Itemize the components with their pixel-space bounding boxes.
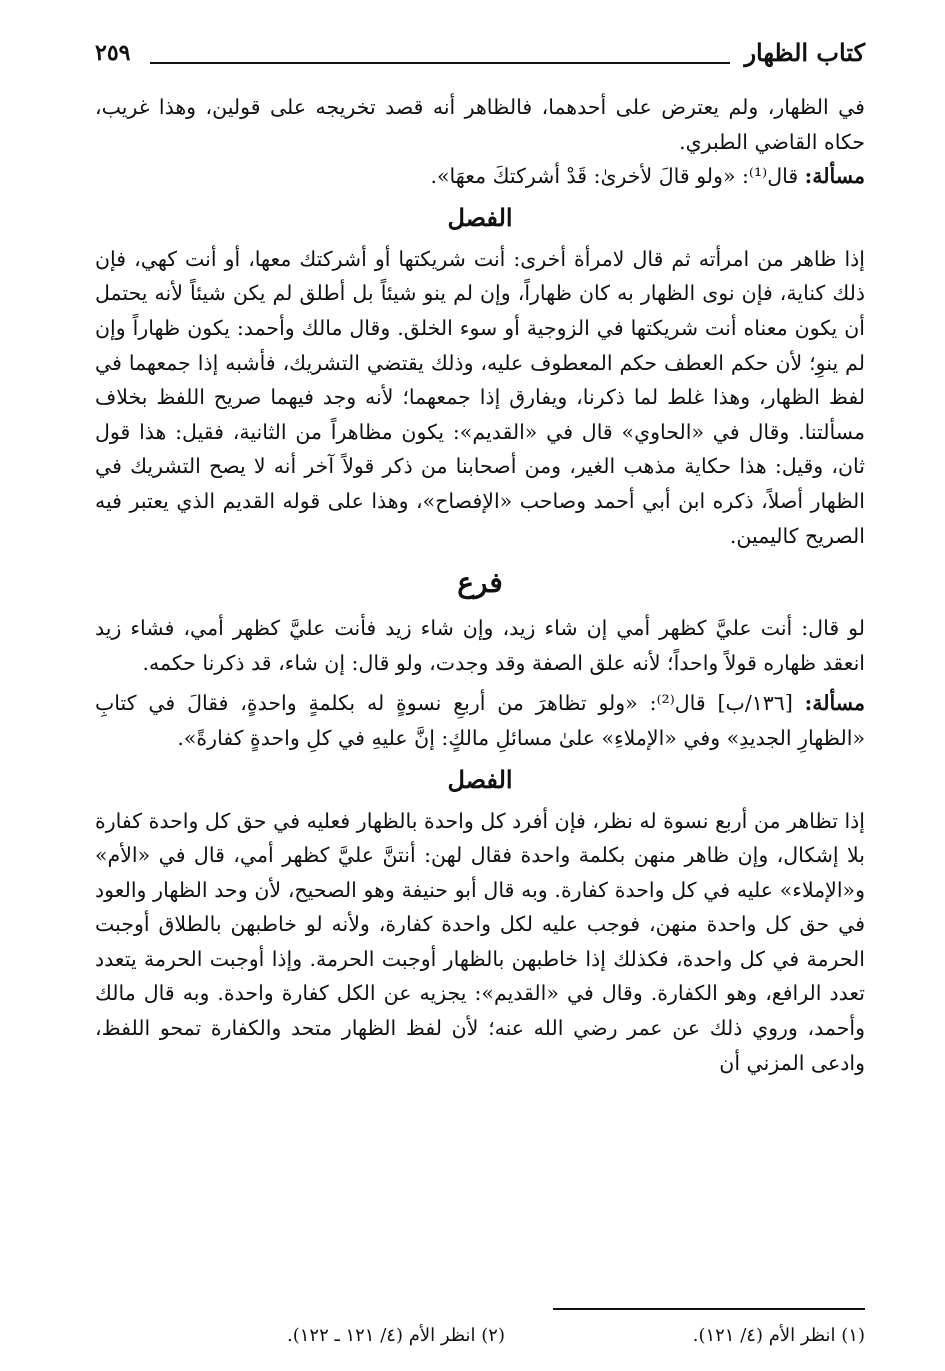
footnote-rule (553, 1308, 865, 1310)
masala-paragraph (95, 159, 865, 194)
masala-label: مسألة: (804, 691, 865, 716)
masala-label: مسألة: (804, 164, 865, 189)
footnote-1: (١) انظر الأم (٤/ ١٢١). (692, 1325, 865, 1346)
paragraph: في الظهار، ولم يعترض على أحدهما، فالظاهر أنه قصد تخريجه على قولين، وهذا غريب، حكاه القاضي الطبري. (95, 95, 865, 154)
page-number: ٢٥٩ (95, 40, 131, 66)
masala-text: قال⁽¹⁾: «ولو قالَ لأخرىٰ: قَدْ أشركتكَ معهَا». (430, 164, 805, 189)
paragraph: إذا ظاهر من امرأته ثم قال لامرأة أخرى: أنت شريكتها أو أشركتك معها، أو أنت كهي، فإن ذلك كناية، فإن نوى الظهار به كان ظهاراً، وإن لم ينو شيئاً بل أطلق لم يكن شيئاً لأنه يحتمل أن يكون معناه أنت شريكتها في الزوجية أو سوء الخلق. وقال مالك وأحمد: يكون ظهاراً وإن لم ينوِ؛ لأن حكم العطف حكم المعطوف عليه، وذلك يقتضي التشريك، فأشبه إذا جمعهما في لفظ الظهار، وهذا غلط لما ذكرنا، ويفارق إذا جمعهما؛ لأنه وجد فيهما صريح اللفظ بخلاف مسألتنا. وقال في «الحاوي» قال في «القديم»: يكون مظاهراً من الثانية، فقيل: هذا قول ثان، وقيل: هذا حكاية مذهب الغير، ومن أصحابنا من ذكر قولاً آخر أنه لا يصح التشريك في الظهار أصلاً، ذكره ابن أبي أحمد وصاحب «الإفصاح»، وهذا على قوله القديم الذي يعتبر فيه الصريح كاليمين. (95, 246, 865, 548)
section-heading: الفصل (447, 764, 513, 794)
running-title: كتاب الظهار (744, 38, 865, 67)
paragraph: لو قال: أنت عليَّ كظهر أمي إن شاء زيد، وإن شاء زيد فأنت عليَّ كظهر أمي، فشاء زيد انعقد ظهاره قولاً واحداً؛ لأنه علق الصفة وقد وجدت، ولو قال: إن شاء، قد ذكرنا حكمه. (95, 616, 865, 675)
section-heading: الفصل (447, 202, 513, 232)
masala-paragraph (95, 686, 865, 755)
masala-text: [١٣٦/ب] قال⁽²⁾: «ولو تظاهرَ من أربعِ نسوةٍ له بكلمةٍ واحدةٍ، فقالَ في كتابِ «الظهارِ الجديدِ» وفي «الإملاءِ» علىٰ مسائلِ مالكٍ: إنَّ عليهِ في كلِ واحدةٍ كفارةً». (95, 691, 865, 750)
branch-heading: فرع (457, 566, 503, 600)
header-rule (150, 62, 730, 64)
paragraph: إذا تظاهر من أربع نسوة له نظر، فإن أفرد كل واحدة بالظهار فعليه في حق كل واحدة كفارة بلا إشكال، وإن ظاهر منهن بكلمة واحدة فقال لهن: أنتنَّ عليَّ كظهر أمي، قال في «الأم» و«الإملاء» عليه في كل واحدة كفارة. وبه قال أبو حنيفة وهو الصحيح، لأن وحد الظهار والعود في حق كل واحدة منهن، فوجب عليه لكل واحدة كفارة، ولأنه لو خاطبهن بالطلاق أوجبت الحرمة في كل واحدة، فكذلك إذا خاطبهن بالظهار أوجبت الحرمة. وإذا أوجبت الحرمة يتعدد تعدد الرافع، وهو الكفارة. وقال في «القديم»: يجزيه عن الكل كفارة واحدة. وبه قال مالك وأحمد، وروي ذلك عن عمر رضي الله عنه؛ لأن لفظ الظهار متحد والكفارة تمحو اللفظ، وادعى المزني أن (95, 808, 865, 1075)
page-body (95, 90, 865, 1080)
footnote-2: (٢) انظر الأم (٤/ ١٢١ ـ ١٢٢). (286, 1325, 505, 1346)
footnotes (95, 1325, 865, 1353)
page-header (95, 38, 865, 82)
